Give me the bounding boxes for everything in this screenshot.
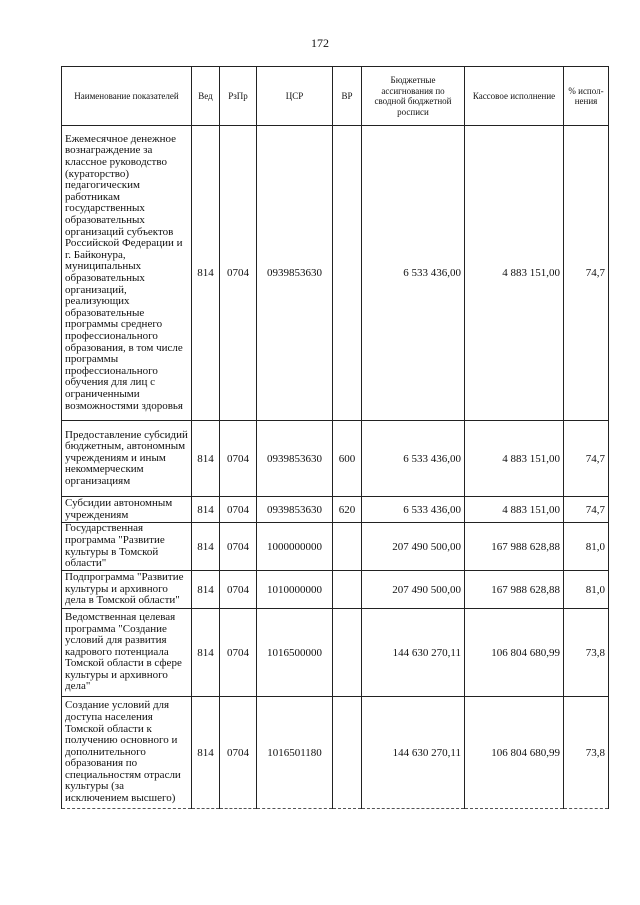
row-csr: 0939853630 <box>257 497 333 523</box>
row-ved: 814 <box>192 497 220 523</box>
row-pct: 81,0 <box>564 523 609 571</box>
row-vr <box>333 126 362 421</box>
row-csr: 1016500000 <box>257 609 333 697</box>
header-vr: ВР <box>333 67 362 126</box>
row-cash: 167 988 628,88 <box>465 571 564 609</box>
header-rzpr: РзПр <box>220 67 257 126</box>
table-row <box>62 497 609 523</box>
row-name: Ежемесячное денежное вознаграждение за классное руководство (кураторство) педагогическим работникам государственных образовательных организаций субъектов Российской Федерации и г. Байконура, муниципальных образовательных организаций, реализующих образовательные программы среднего профессионального образования, в том числе программы профессионального обучения для лиц с ограниченными возможностями здоровья <box>62 126 192 421</box>
header-csr: ЦСР <box>257 67 333 126</box>
row-csr: 0939853630 <box>257 421 333 497</box>
row-csr: 1016501180 <box>257 697 333 809</box>
row-rzpr: 0704 <box>220 609 257 697</box>
row-csr: 0939853630 <box>257 126 333 421</box>
header-pct: % испол- нения <box>564 67 609 126</box>
row-ved: 814 <box>192 697 220 809</box>
row-pct: 74,7 <box>564 497 609 523</box>
page-number: 172 <box>311 36 329 50</box>
row-vr: 600 <box>333 421 362 497</box>
table-row <box>62 421 609 497</box>
row-rzpr: 0704 <box>220 523 257 571</box>
row-budget: 144 630 270,11 <box>362 697 465 809</box>
row-ved: 814 <box>192 126 220 421</box>
row-ved: 814 <box>192 421 220 497</box>
row-vr <box>333 523 362 571</box>
row-budget: 6 533 436,00 <box>362 421 465 497</box>
row-rzpr: 0704 <box>220 571 257 609</box>
row-ved: 814 <box>192 571 220 609</box>
row-pct: 74,7 <box>564 126 609 421</box>
row-budget: 144 630 270,11 <box>362 609 465 697</box>
row-pct: 81,0 <box>564 571 609 609</box>
row-rzpr: 0704 <box>220 497 257 523</box>
row-pct: 74,7 <box>564 421 609 497</box>
header-ved: Вед <box>192 67 220 126</box>
row-ved: 814 <box>192 523 220 571</box>
row-rzpr: 0704 <box>220 697 257 809</box>
row-vr <box>333 609 362 697</box>
row-cash: 4 883 151,00 <box>465 421 564 497</box>
row-name: Предоставление субсидий бюджетным, автономным учреждениям и иным некоммерческим организациям <box>62 421 192 497</box>
row-csr: 1000000000 <box>257 523 333 571</box>
row-cash: 4 883 151,00 <box>465 497 564 523</box>
row-name: Субсидии автономным учреждениям <box>62 497 192 523</box>
row-budget: 6 533 436,00 <box>362 126 465 421</box>
budget-table <box>61 66 609 809</box>
table-header-row <box>62 67 609 126</box>
header-cash: Кассовое исполнение <box>465 67 564 126</box>
header-name: Наименование показателей <box>62 67 192 126</box>
row-vr: 620 <box>333 497 362 523</box>
table-row <box>62 609 609 697</box>
row-cash: 106 804 680,99 <box>465 697 564 809</box>
row-cash: 4 883 151,00 <box>465 126 564 421</box>
table-row <box>62 126 609 421</box>
row-budget: 6 533 436,00 <box>362 497 465 523</box>
row-vr <box>333 571 362 609</box>
row-cash: 106 804 680,99 <box>465 609 564 697</box>
row-csr: 1010000000 <box>257 571 333 609</box>
row-rzpr: 0704 <box>220 421 257 497</box>
row-vr <box>333 697 362 809</box>
row-ved: 814 <box>192 609 220 697</box>
header-budget: Бюджетные ассигнования по сводной бюджетной росписи <box>362 67 465 126</box>
row-pct: 73,8 <box>564 609 609 697</box>
table-row <box>62 523 609 571</box>
row-name: Подпрограмма "Развитие культуры и архивного дела в Томской области" <box>62 571 192 609</box>
row-budget: 207 490 500,00 <box>362 571 465 609</box>
table-row <box>62 571 609 609</box>
row-pct: 73,8 <box>564 697 609 809</box>
row-name: Создание условий для доступа населения Томской области к получению основного и дополнительного образования по специальностям отрасли культуры (за исключением высшего) <box>62 697 192 809</box>
row-rzpr: 0704 <box>220 126 257 421</box>
table-row <box>62 697 609 809</box>
row-cash: 167 988 628,88 <box>465 523 564 571</box>
row-name: Государственная программа "Развитие культуры в Томской области" <box>62 523 192 571</box>
row-budget: 207 490 500,00 <box>362 523 465 571</box>
row-name: Ведомственная целевая программа "Создание условий для развития кадрового потенциала Томской области в сфере культуры и архивного дела" <box>62 609 192 697</box>
